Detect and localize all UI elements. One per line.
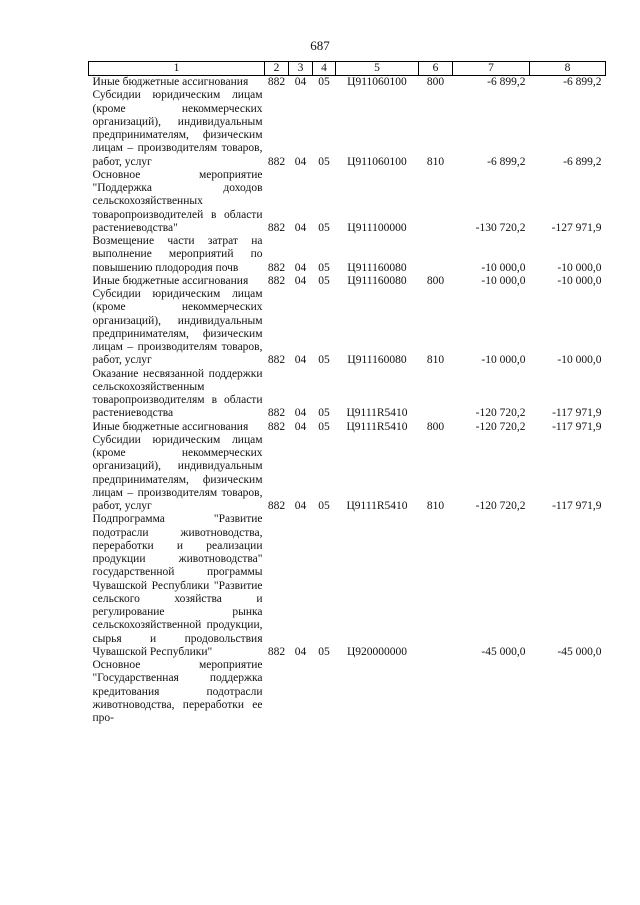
row-amount-1: -120 720,2: [475, 500, 526, 512]
col-header-8: 8: [530, 62, 606, 76]
row-target-article: Ц9111R5410: [346, 420, 408, 433]
row-subsection: 05: [318, 221, 330, 234]
row-name: Возмещение части затрат на выполнение мероприятий по повышению плодородия почв: [92, 235, 263, 274]
row-ministry-code: 882: [267, 76, 286, 88]
row-expense-type: 810: [426, 354, 445, 367]
row-amount-1: -45 000,0: [481, 645, 526, 658]
row-section: 04: [294, 155, 307, 168]
header-row: [89, 62, 606, 76]
row-section: 04: [294, 221, 307, 234]
row-section: 04: [294, 76, 307, 88]
row-target-article: Ц9111R5410: [346, 407, 408, 420]
row-target-article: Ц911160080: [347, 354, 407, 367]
row-name: Основное мероприятие "Поддержка доходов сельскохозяйственных товаропроизводителей в области растениеводства": [92, 168, 263, 234]
row-subsection: 05: [318, 645, 330, 658]
row-name: Иные бюджетные ассигнования: [92, 420, 249, 433]
row-target-article: Ц911100000: [347, 221, 407, 234]
table-row: [89, 275, 606, 288]
budget-table: [88, 61, 606, 725]
row-expense-type: 800: [426, 274, 445, 287]
col-header-4: 4: [313, 62, 336, 76]
table-row: [89, 513, 606, 659]
row-subsection: 05: [318, 261, 330, 274]
row-name: Иные бюджетные ассигнования: [92, 76, 249, 88]
table-row: [89, 235, 606, 275]
row-subsection: 05: [318, 407, 330, 420]
row-expense-type: 800: [426, 420, 445, 433]
row-amount-2: -10 000,0: [557, 354, 602, 367]
row-ministry-code: 882: [267, 407, 286, 420]
row-amount-2: -10 000,0: [557, 261, 602, 274]
table-row: [89, 76, 606, 90]
row-amount-1: -10 000,0: [481, 274, 526, 287]
table-row: [89, 434, 606, 514]
row-target-article: Ц911160080: [347, 274, 407, 287]
row-subsection: 05: [318, 500, 330, 512]
col-header-3: 3: [289, 62, 313, 76]
row-amount-2: [530, 659, 606, 725]
row-section: 04: [294, 354, 307, 367]
row-amount-2: -45 000,0: [557, 645, 602, 658]
table-row: [89, 421, 606, 434]
col-header-2: 2: [265, 62, 289, 76]
table-row: [89, 368, 606, 421]
row-section: 04: [294, 645, 307, 658]
row-section: 04: [294, 407, 307, 420]
col-header-6: 6: [419, 62, 453, 76]
row-amount-2: -6 899,2: [563, 76, 602, 88]
row-target-article: Ц911160080: [347, 261, 407, 274]
row-subsection: 05: [318, 76, 330, 88]
row-amount-2: -6 899,2: [563, 155, 602, 168]
row-target-article: Ц920000000: [346, 645, 408, 658]
row-subsection: 05: [318, 274, 330, 287]
row-subsection: 05: [318, 155, 330, 168]
row-expense-type: 810: [426, 500, 445, 512]
row-ministry-code: 882: [267, 500, 286, 512]
col-header-1: 1: [89, 62, 265, 76]
row-amount-2: -117 971,9: [552, 420, 602, 433]
row-amount-2: -117 971,9: [552, 407, 602, 420]
row-name: Основное мероприятие "Государственная поддержка кредитования подотрасли животноводства, переработки ее про-: [92, 659, 263, 724]
row-name: Иные бюджетные ассигнования: [92, 274, 249, 287]
table-row: [89, 169, 606, 235]
row-amount-2: -117 971,9: [552, 500, 602, 512]
row-amount-1: -6 899,2: [487, 155, 526, 168]
row-subsection: [313, 659, 336, 725]
row-ministry-code: 882: [267, 221, 286, 234]
row-target-article: Ц9111R5410: [346, 500, 408, 512]
row-amount-2: -127 971,9: [551, 221, 602, 234]
row-ministry-code: 882: [267, 274, 286, 287]
row-section: 04: [294, 500, 307, 512]
row-expense-type: [419, 513, 453, 659]
row-amount-1: -130 720,2: [475, 221, 526, 234]
row-section: 04: [294, 261, 307, 274]
row-target-article: Ц911060100: [347, 76, 407, 88]
row-name: Субсидии юридическим лицам (кроме некоммерческих организаций), индивидуальным предпринимателям, физическим лицам – производителям товаров, работ, услуг: [92, 89, 263, 168]
row-expense-type: [419, 235, 453, 275]
row-expense-type: 800: [426, 76, 445, 88]
table-row: [89, 288, 606, 368]
row-amount-1: -10 000,0: [481, 354, 526, 367]
row-subsection: 05: [318, 354, 330, 367]
row-amount-1: -10 000,0: [481, 261, 526, 274]
col-header-7: 7: [453, 62, 530, 76]
row-ministry-code: 882: [267, 155, 286, 168]
row-expense-type: [419, 659, 453, 725]
row-name: Оказание несвязанной поддержки сельскохозяйственным товаропроизводителям в области растениеводства: [92, 367, 263, 420]
row-subsection: 05: [318, 420, 330, 433]
row-target-article: [336, 659, 419, 725]
row-amount-1: [453, 659, 530, 725]
row-section: 04: [294, 420, 307, 433]
row-ministry-code: [265, 659, 289, 725]
row-ministry-code: 882: [267, 420, 286, 433]
table-row: [89, 659, 606, 725]
row-ministry-code: 882: [267, 645, 286, 658]
row-name: Подпрограмма "Развитие подотрасли животноводства, переработки и реализации продукции животноводства" государственной программы Чувашской Республики "Развитие сельского хозяйства и регулирование рынка сельскохозяйственной продукции, сырья и продовольствия Чувашской Республики": [92, 513, 263, 658]
row-expense-type: 810: [426, 155, 445, 168]
row-amount-1: -6 899,2: [487, 76, 526, 88]
row-amount-1: -120 720,2: [475, 407, 526, 420]
row-ministry-code: 882: [267, 354, 286, 367]
row-name: Субсидии юридическим лицам (кроме некоммерческих организаций), индивидуальным предпринимателям, физическим лицам – производителям товаров, работ, услуг: [92, 433, 263, 512]
row-amount-1: -120 720,2: [475, 420, 526, 433]
page-number: 687: [310, 38, 330, 53]
row-amount-2: -10 000,0: [557, 274, 602, 287]
col-header-5: 5: [336, 62, 419, 76]
row-name: Субсидии юридическим лицам (кроме некоммерческих организаций), индивидуальным предпринимателям, физическим лицам – производителям товаров, работ, услуг: [92, 288, 263, 367]
row-target-article: Ц911060100: [347, 155, 407, 168]
row-section: 04: [294, 274, 307, 287]
row-expense-type: [419, 169, 453, 235]
table-row: [89, 89, 606, 169]
row-section: [289, 659, 313, 725]
row-ministry-code: 882: [267, 261, 286, 274]
row-expense-type: [419, 368, 453, 421]
